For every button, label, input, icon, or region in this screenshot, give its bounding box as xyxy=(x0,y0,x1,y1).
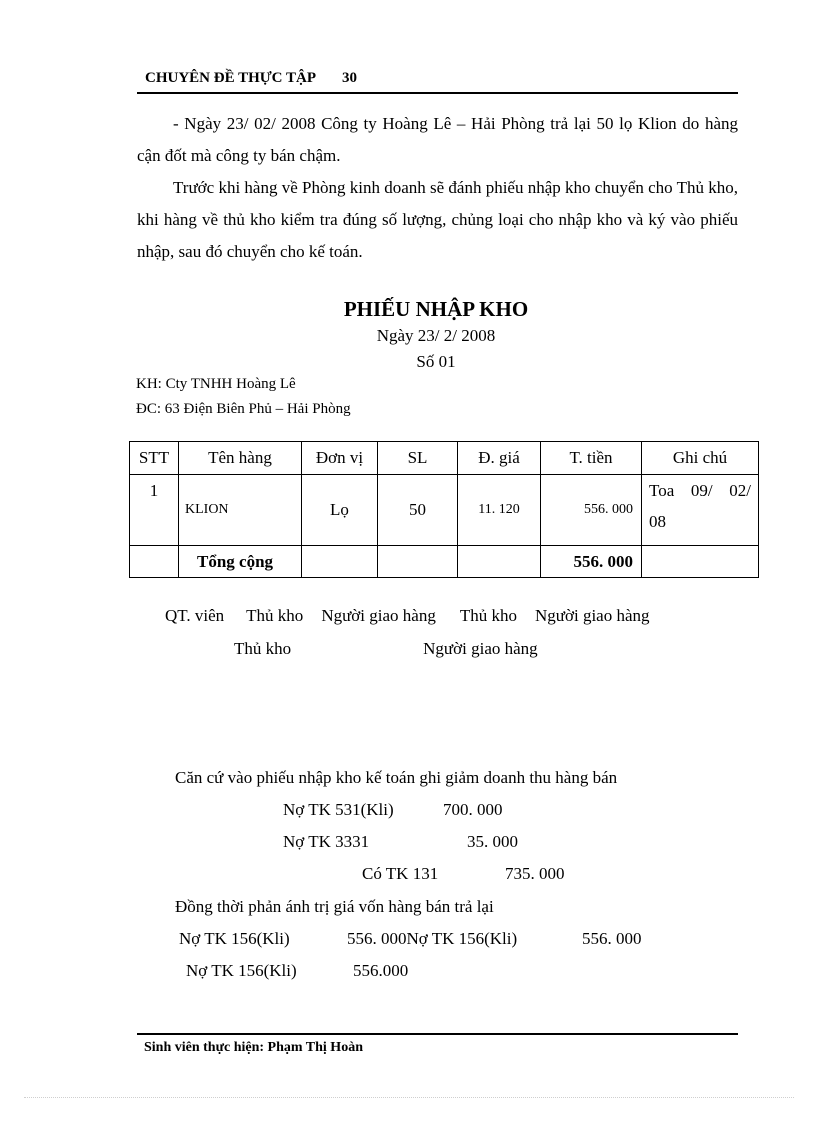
entry-amount: 35. 000 xyxy=(467,832,518,851)
total-amount: 556. 000 xyxy=(541,546,642,578)
cost-amount: 556. 000 xyxy=(582,929,642,948)
header-title: CHUYÊN ĐỀ THỰC TẬP xyxy=(145,70,316,86)
page-number: 30 xyxy=(342,70,357,86)
note-line-2: 08 xyxy=(649,512,666,531)
entry-amount: 700. 000 xyxy=(443,800,503,819)
col-name: Tên hàng xyxy=(179,442,302,475)
cell-unit: Lọ xyxy=(302,475,378,546)
cell-empty xyxy=(642,546,759,578)
signature-label: Người giao hàng xyxy=(534,606,650,625)
signature-label: Thủ kho xyxy=(246,606,304,625)
cell-price: 11. 120 xyxy=(458,475,541,546)
cell-note xyxy=(642,475,759,546)
header-rule xyxy=(137,92,738,94)
cost-intro: Đồng thời phản ánh trị giá vốn hàng bán trả lại xyxy=(175,897,494,916)
cost-entry: Nợ TK 156(Kli) xyxy=(186,961,297,980)
entry-label: Nợ TK 531(Kli) xyxy=(283,800,394,819)
page-header xyxy=(145,70,357,87)
signature-line-2 xyxy=(234,639,538,659)
table-header-row xyxy=(130,442,759,475)
receipt-address: ĐC: 63 Điện Biên Phủ – Hải Phòng xyxy=(136,401,351,417)
cell-empty xyxy=(302,546,378,578)
entry-label: Nợ TK 3331 xyxy=(283,832,370,851)
col-price: Đ. giá xyxy=(458,442,541,475)
cell-empty xyxy=(130,546,179,578)
signature-label: QT. viên xyxy=(165,606,225,625)
signature-label: Thủ kho xyxy=(459,606,517,625)
paragraph-text: Trước khi hàng về Phòng kinh doanh sẽ đánh phiếu nhập kho chuyển cho Thủ kho, khi hàng về thủ kho kiểm tra đúng số lượng, chủng loại cho nhập kho và ký vào phiếu nhập, sau đó chuyển cho kế toán. xyxy=(137,178,738,261)
cost-amount: 556.000 xyxy=(353,961,409,980)
signature-label: Thủ kho xyxy=(234,639,292,658)
signature-label: Người giao hàng xyxy=(423,639,538,658)
paragraph-return xyxy=(137,108,738,172)
cost-entry: 556. 000Nợ TK 156(Kli) xyxy=(347,929,518,948)
col-qty: SL xyxy=(378,442,458,475)
receipt-table xyxy=(129,441,759,578)
table-total-row xyxy=(130,546,759,578)
receipt-customer: KH: Cty TNHH Hoàng Lê xyxy=(136,376,296,392)
col-stt: STT xyxy=(130,442,179,475)
cell-amount: 556. 000 xyxy=(541,475,642,546)
cell-empty xyxy=(458,546,541,578)
cell-stt: 1 xyxy=(130,475,179,546)
paragraph-text: - Ngày 23/ 02/ 2008 Công ty Hoàng Lê – Hải Phòng trả lại 50 lọ Klion do hàng cận đốt mà công ty bán chậm. xyxy=(137,114,738,165)
col-note: Ghi chú xyxy=(642,442,759,475)
signature-line-1 xyxy=(165,606,650,626)
accounting-intro: Căn cứ vào phiếu nhập kho kế toán ghi giảm doanh thu hàng bán xyxy=(175,768,618,787)
cell-qty: 50 xyxy=(378,475,458,546)
col-unit: Đơn vị xyxy=(302,442,378,475)
cell-empty xyxy=(378,546,458,578)
signature-label: Người giao hàng xyxy=(321,606,436,625)
receipt-number: Số 01 xyxy=(416,352,456,371)
receipt-date: Ngày 23/ 2/ 2008 xyxy=(376,326,496,345)
footer-author: Sinh viên thực hiện: Phạm Thị Hoàn xyxy=(144,1040,363,1055)
note-line-1: Toa 09/ 02/ xyxy=(649,481,751,500)
cost-entry: Nợ TK 156(Kli) xyxy=(179,929,290,948)
footer-rule xyxy=(137,1033,738,1035)
table-row xyxy=(130,475,759,546)
receipt-title: PHIẾU NHẬP KHO xyxy=(343,297,529,321)
cell-name: KLION xyxy=(179,475,302,546)
entry-amount: 735. 000 xyxy=(505,864,565,883)
paragraph-procedure xyxy=(137,172,738,268)
col-amount: T. tiền xyxy=(541,442,642,475)
entry-label: Có TK 131 xyxy=(362,864,439,883)
total-label: Tổng cộng xyxy=(179,546,302,578)
page-bottom-edge xyxy=(24,1097,794,1098)
